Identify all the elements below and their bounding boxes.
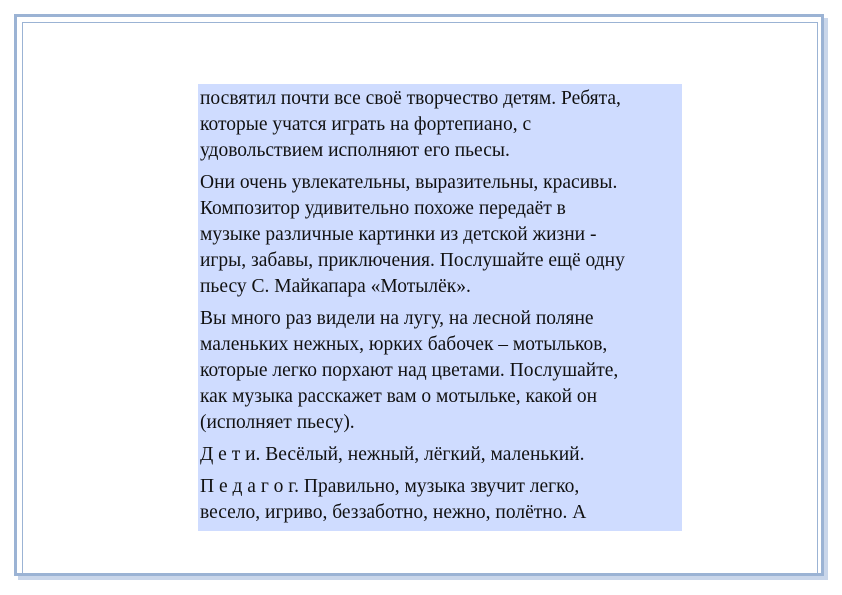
frame-shadow-right [824,18,828,580]
paragraph-pieces-description: Они очень увлекательны, выразительны, красивы. Композитор удивительно похоже передаёт в музыке различные картинки из детской жизни - игры, забавы, приключения. Послушайте ещё одну пьесу С. Майкапара «Мотылёк». [200,172,625,297]
highlighted-text-block [198,84,682,531]
paragraph-teacher-answer: П е д а г о г. Правильно, музыка звучит легко, весело, игриво, беззаботно, нежно, полётно. А [200,476,587,523]
paragraph-butterflies: Вы много раз видели на лугу, на лесной поляне маленьких нежных, юрких бабочек – мотыльков, которые легко порхают над цветами. Послушайте, как музыка расскажет вам о мотыльке, какой он (исполняет пьесу). [200,308,619,433]
paragraph-children-answer: Д е т и. Весёлый, нежный, лёгкий, маленький. [200,444,585,465]
frame-shadow-bottom [18,576,828,580]
paragraph-composer-intro: посвятил почти все своё творчество детям. Ребята, которые учатся играть на фортепиано, с удовольствием исполняют его пьесы. [200,88,621,161]
